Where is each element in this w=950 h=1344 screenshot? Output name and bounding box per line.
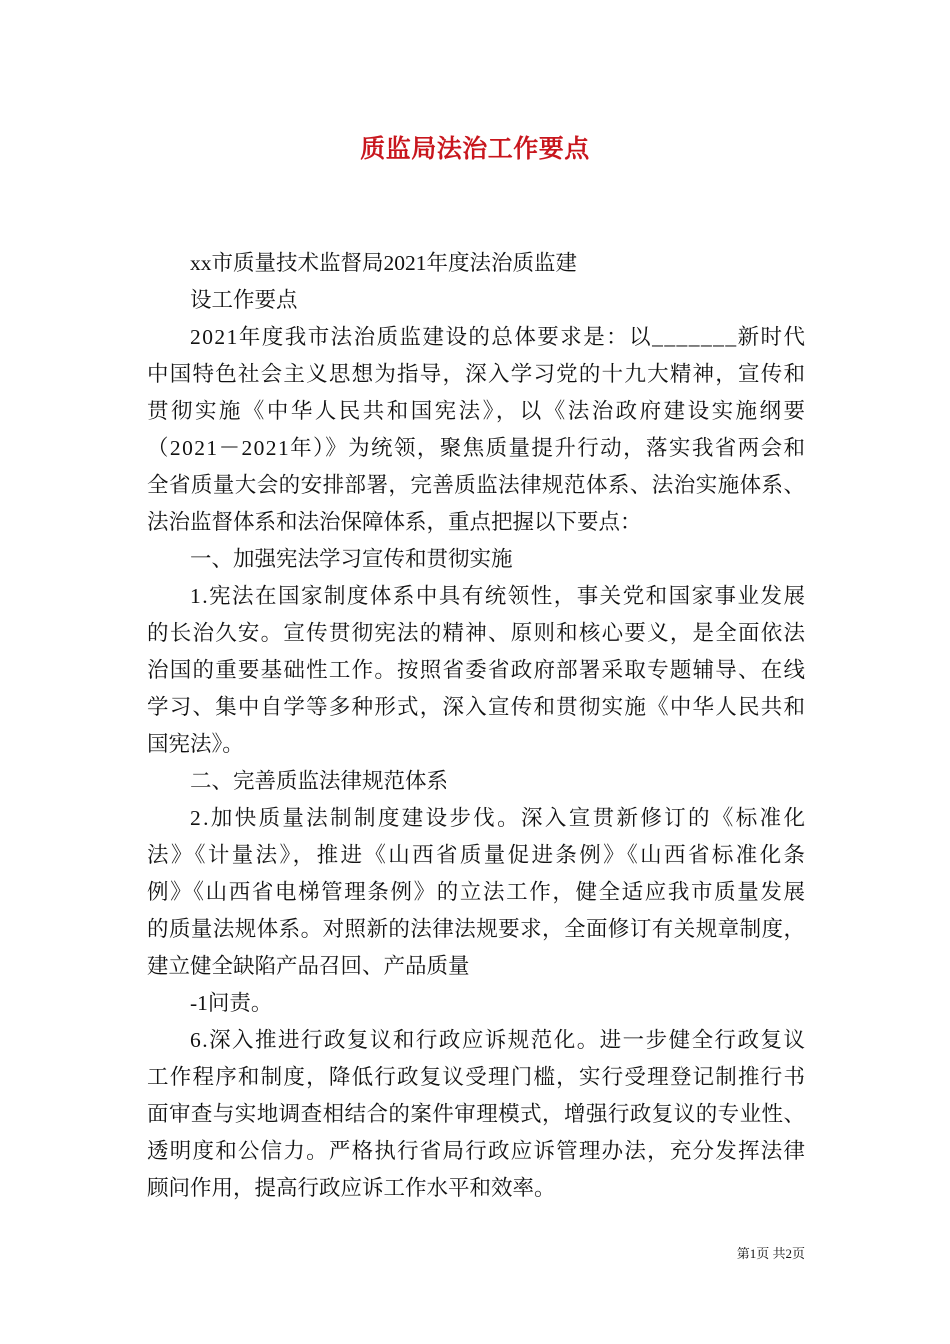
- text-line: 学习、集中自学等多种形式，深入宣传和贯彻实施《中华人民共和: [147, 695, 807, 719]
- text-line: 2021年度我市法治质监建设的总体要求是：以_______新时代: [190, 325, 807, 349]
- text-line: 建立健全缺陷产品召回、产品质量: [147, 954, 470, 978]
- text-line: 工作程序和制度，降低行政复议受理门槛，实行受理登记制推行书: [147, 1065, 807, 1089]
- text-line: 法治监督体系和法治保障体系，重点把握以下要点：: [147, 510, 642, 534]
- text-line: 的长治久安。宣传贯彻宪法的精神、原则和核心要义，是全面依法: [147, 621, 807, 645]
- paragraph-fragment: [147, 985, 805, 1022]
- text-line: 透明度和公信力。严格执行省局行政应诉管理办法，充分发挥法律: [147, 1139, 807, 1163]
- text-line: 面审查与实地调查相结合的案件审理模式，增强行政复议的专业性、: [147, 1102, 806, 1126]
- page-number: 第1页 共2页: [736, 1246, 805, 1261]
- text-line: 中国特色社会主义思想为指导，深入学习党的十九大精神，宣传和: [147, 362, 807, 386]
- paragraph-general-requirements: [147, 319, 808, 541]
- text-line: （2021－2021年）》为统领，聚焦质量提升行动，落实我省两会和: [147, 436, 807, 460]
- text-line: 6.深入推进行政复议和行政应诉规范化。进一步健全行政复议: [190, 1028, 807, 1052]
- text-line: 全省质量大会的安排部署，完善质监法律规范体系、法治实施体系、: [147, 473, 806, 497]
- text-line: 1.宪法在国家制度体系中具有统领性，事关党和国家事业发展: [190, 584, 807, 608]
- text-line: 一、加强宪法学习宣传和贯彻实施: [190, 547, 513, 571]
- text-line: 贯彻实施《中华人民共和国宪法》，以《法治政府建设实施纲要: [147, 399, 808, 423]
- text-line: 治国的重要基础性工作。按照省委省政府部署采取专题辅导、在线: [147, 658, 807, 682]
- section-heading-1: [147, 541, 805, 578]
- text-line: 法》《计量法》，推进《山西省质量促进条例》《山西省标准化条: [147, 843, 808, 867]
- text-line: 2.加快质量法制制度建设步伐。深入宣贯新修订的《标准化: [190, 806, 808, 830]
- paragraph-heading-line-2: [147, 282, 805, 319]
- document-body: [147, 245, 808, 1207]
- paragraph-item-6: [147, 1022, 805, 1207]
- paragraph-heading-line-1: [147, 245, 805, 282]
- text-line: 二、完善质监法律规范体系: [190, 769, 449, 793]
- section-heading-2: [147, 763, 805, 800]
- text-line: 的质量法规体系。对照新的法律法规要求，全面修订有关规章制度，: [147, 917, 806, 941]
- text-line: 设工作要点: [190, 288, 298, 312]
- paragraph-item-1: [147, 578, 805, 763]
- document-title: 质监局法治工作要点: [360, 136, 590, 163]
- text-line: xx市质量技术监督局2021年度法治质监建: [190, 251, 578, 275]
- paragraph-item-2: [147, 800, 808, 985]
- text-line: 例》《山西省电梯管理条例》的立法工作，健全适应我市质量发展: [147, 880, 807, 904]
- text-line: 国宪法》。: [147, 732, 244, 756]
- text-line: -1问责。: [190, 991, 273, 1015]
- text-line: 顾问作用，提高行政应诉工作水平和效率。: [147, 1176, 556, 1200]
